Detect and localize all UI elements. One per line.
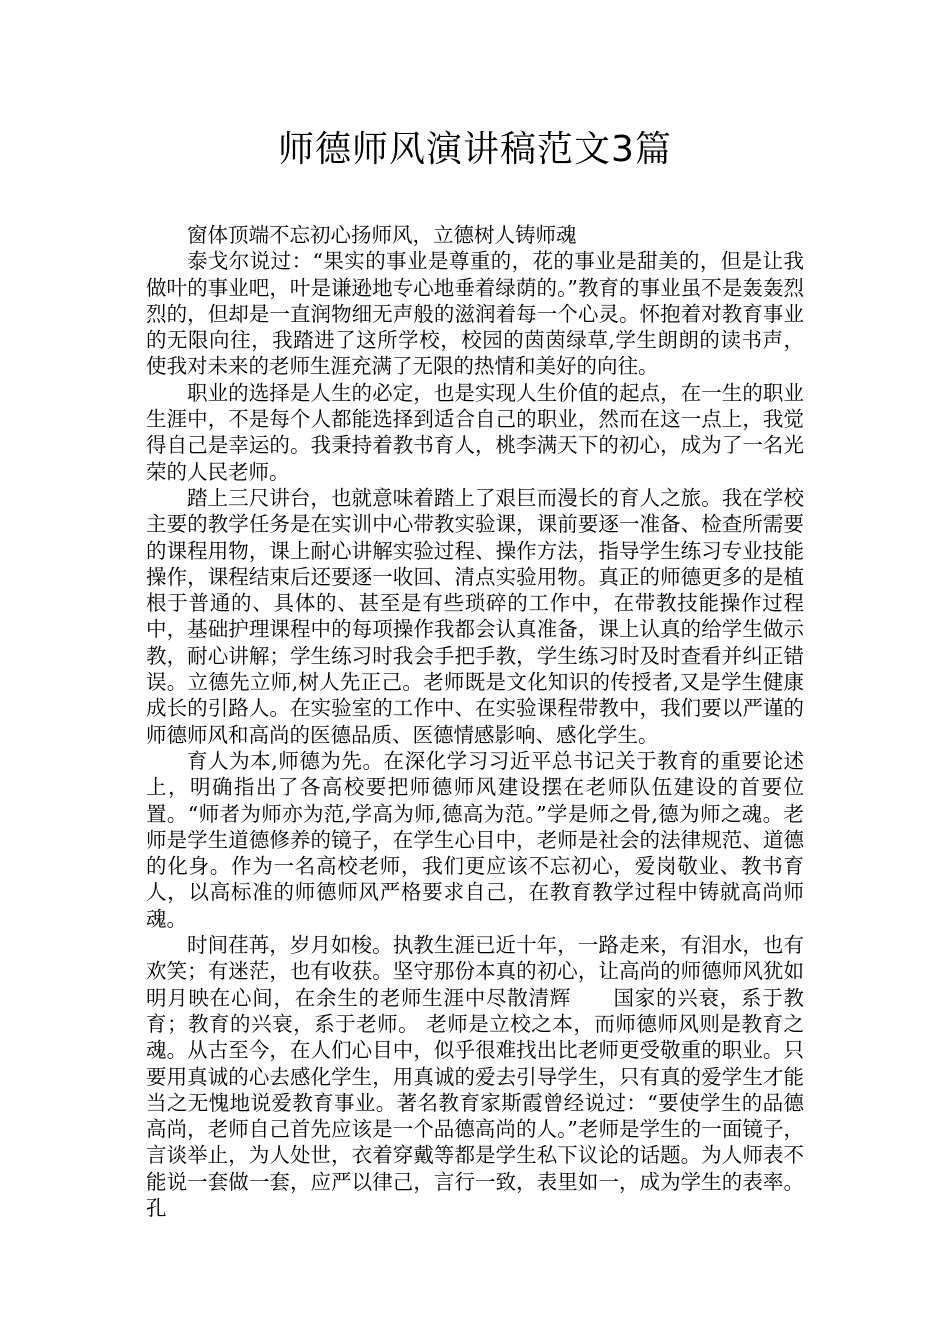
paragraph-5: 时间荏苒，岁月如梭。执教生涯已近十年，一路走来，有泪水，也有欢笑；有迷茫，也有收获。坚守那份本真的初心，让高尚的师德师风犹如明月映在心间，在余生的老师生涯中尽散清辉 国家的兴衰，系于教育；教育的兴衰，系于老师。 老师是立校之本，而师德师风则是教育之魂。从古至今，在人们心目中，似乎很难找出比老师更受敬重的职业。只要用真诚的心去感化学生，用真诚的爱去引导学生，只有真的爱学生才能当之无愧地说爱教育事业。著名教育家斯霞曾经说过：“要使学生的品德高尚，老师自己首先应该是一个品德高尚的人。”老师是学生的一面镜子，言谈举止，为人处世，衣着穿戴等都是学生私下议论的话题。为人师表不能说一套做一套，应严以律己，言行一致，表里如一，成为学生的表率。孔	[146, 933, 804, 1220]
paragraph-subtitle: 窗体顶端不忘初心扬师风，立德树人铸师魂	[187, 223, 577, 247]
paragraph-4: 育人为本,师德为先。在深化学习习近平总书记关于教育的重要论述上，明确指出了各高校要把师德师风建设摆在老师队伍建设的首要位置。“师者为师亦为范,学高为师,德高为范。”学是师之骨,德为师之魂。老师是学生道德修养的镜子，在学生心目中，老师是社会的法律规范、道德的化身。作为一名高校老师，我们更应该不忘初心，爱岗敬业、教书育人，以高标准的师德师风严格要求自己，在教育教学过程中铸就高尚师魂。	[146, 748, 804, 931]
document-body	[146, 222, 804, 1221]
paragraph-3: 踏上三尺讲台，也就意味着踏上了艰巨而漫长的育人之旅。我在学校主要的教学任务是在实训中心带教实验课，课前要逐一准备、检查所需要的课程用物，课上耐心讲解实验过程、操作方法，指导学生练习专业技能操作，课程结束后还要逐一收回、清点实验用物。真正的师德更多的是植根于普通的、具体的、甚至是有些琐碎的工作中，在带教技能操作过程中，基础护理课程中的每项操作我都会认真准备，课上认真的给学生做示教，耐心讲解；学生练习时我会手把手教，学生练习时及时查看并纠正错误。立德先立师,树人先正己。老师既是文化知识的传授者,又是学生健康成长的引路人。在实验室的工作中、在实验课程带教中，我们要以严谨的师德师风和高尚的医德品质、医德情感影响、感化学生。	[146, 485, 804, 747]
paragraph-2: 职业的选择是人生的必定，也是实现人生价值的起点，在一生的职业生涯中，不是每个人都能选择到适合自己的职业，然而在这一点上，我觉得自己是幸运的。我秉持着教书育人，桃李满天下的初心，成为了一名光荣的人民老师。	[146, 380, 804, 484]
paragraph-1: 泰戈尔说过：“果实的事业是尊重的，花的事业是甜美的，但是让我做叶的事业吧，叶是谦逊地专心地垂着绿荫的。”教育的事业虽不是轰轰烈烈的，但却是一直润物细无声般的滋润着每一个心灵。怀抱着对教育事业的无限向往，我踏进了这所学校，校园的茵茵绿草,学生朗朗的读书声，使我对未来的老师生涯充满了无限的热情和美好的向往。	[146, 249, 804, 379]
document-title: 师德师风演讲稿范文3篇	[278, 129, 672, 170]
